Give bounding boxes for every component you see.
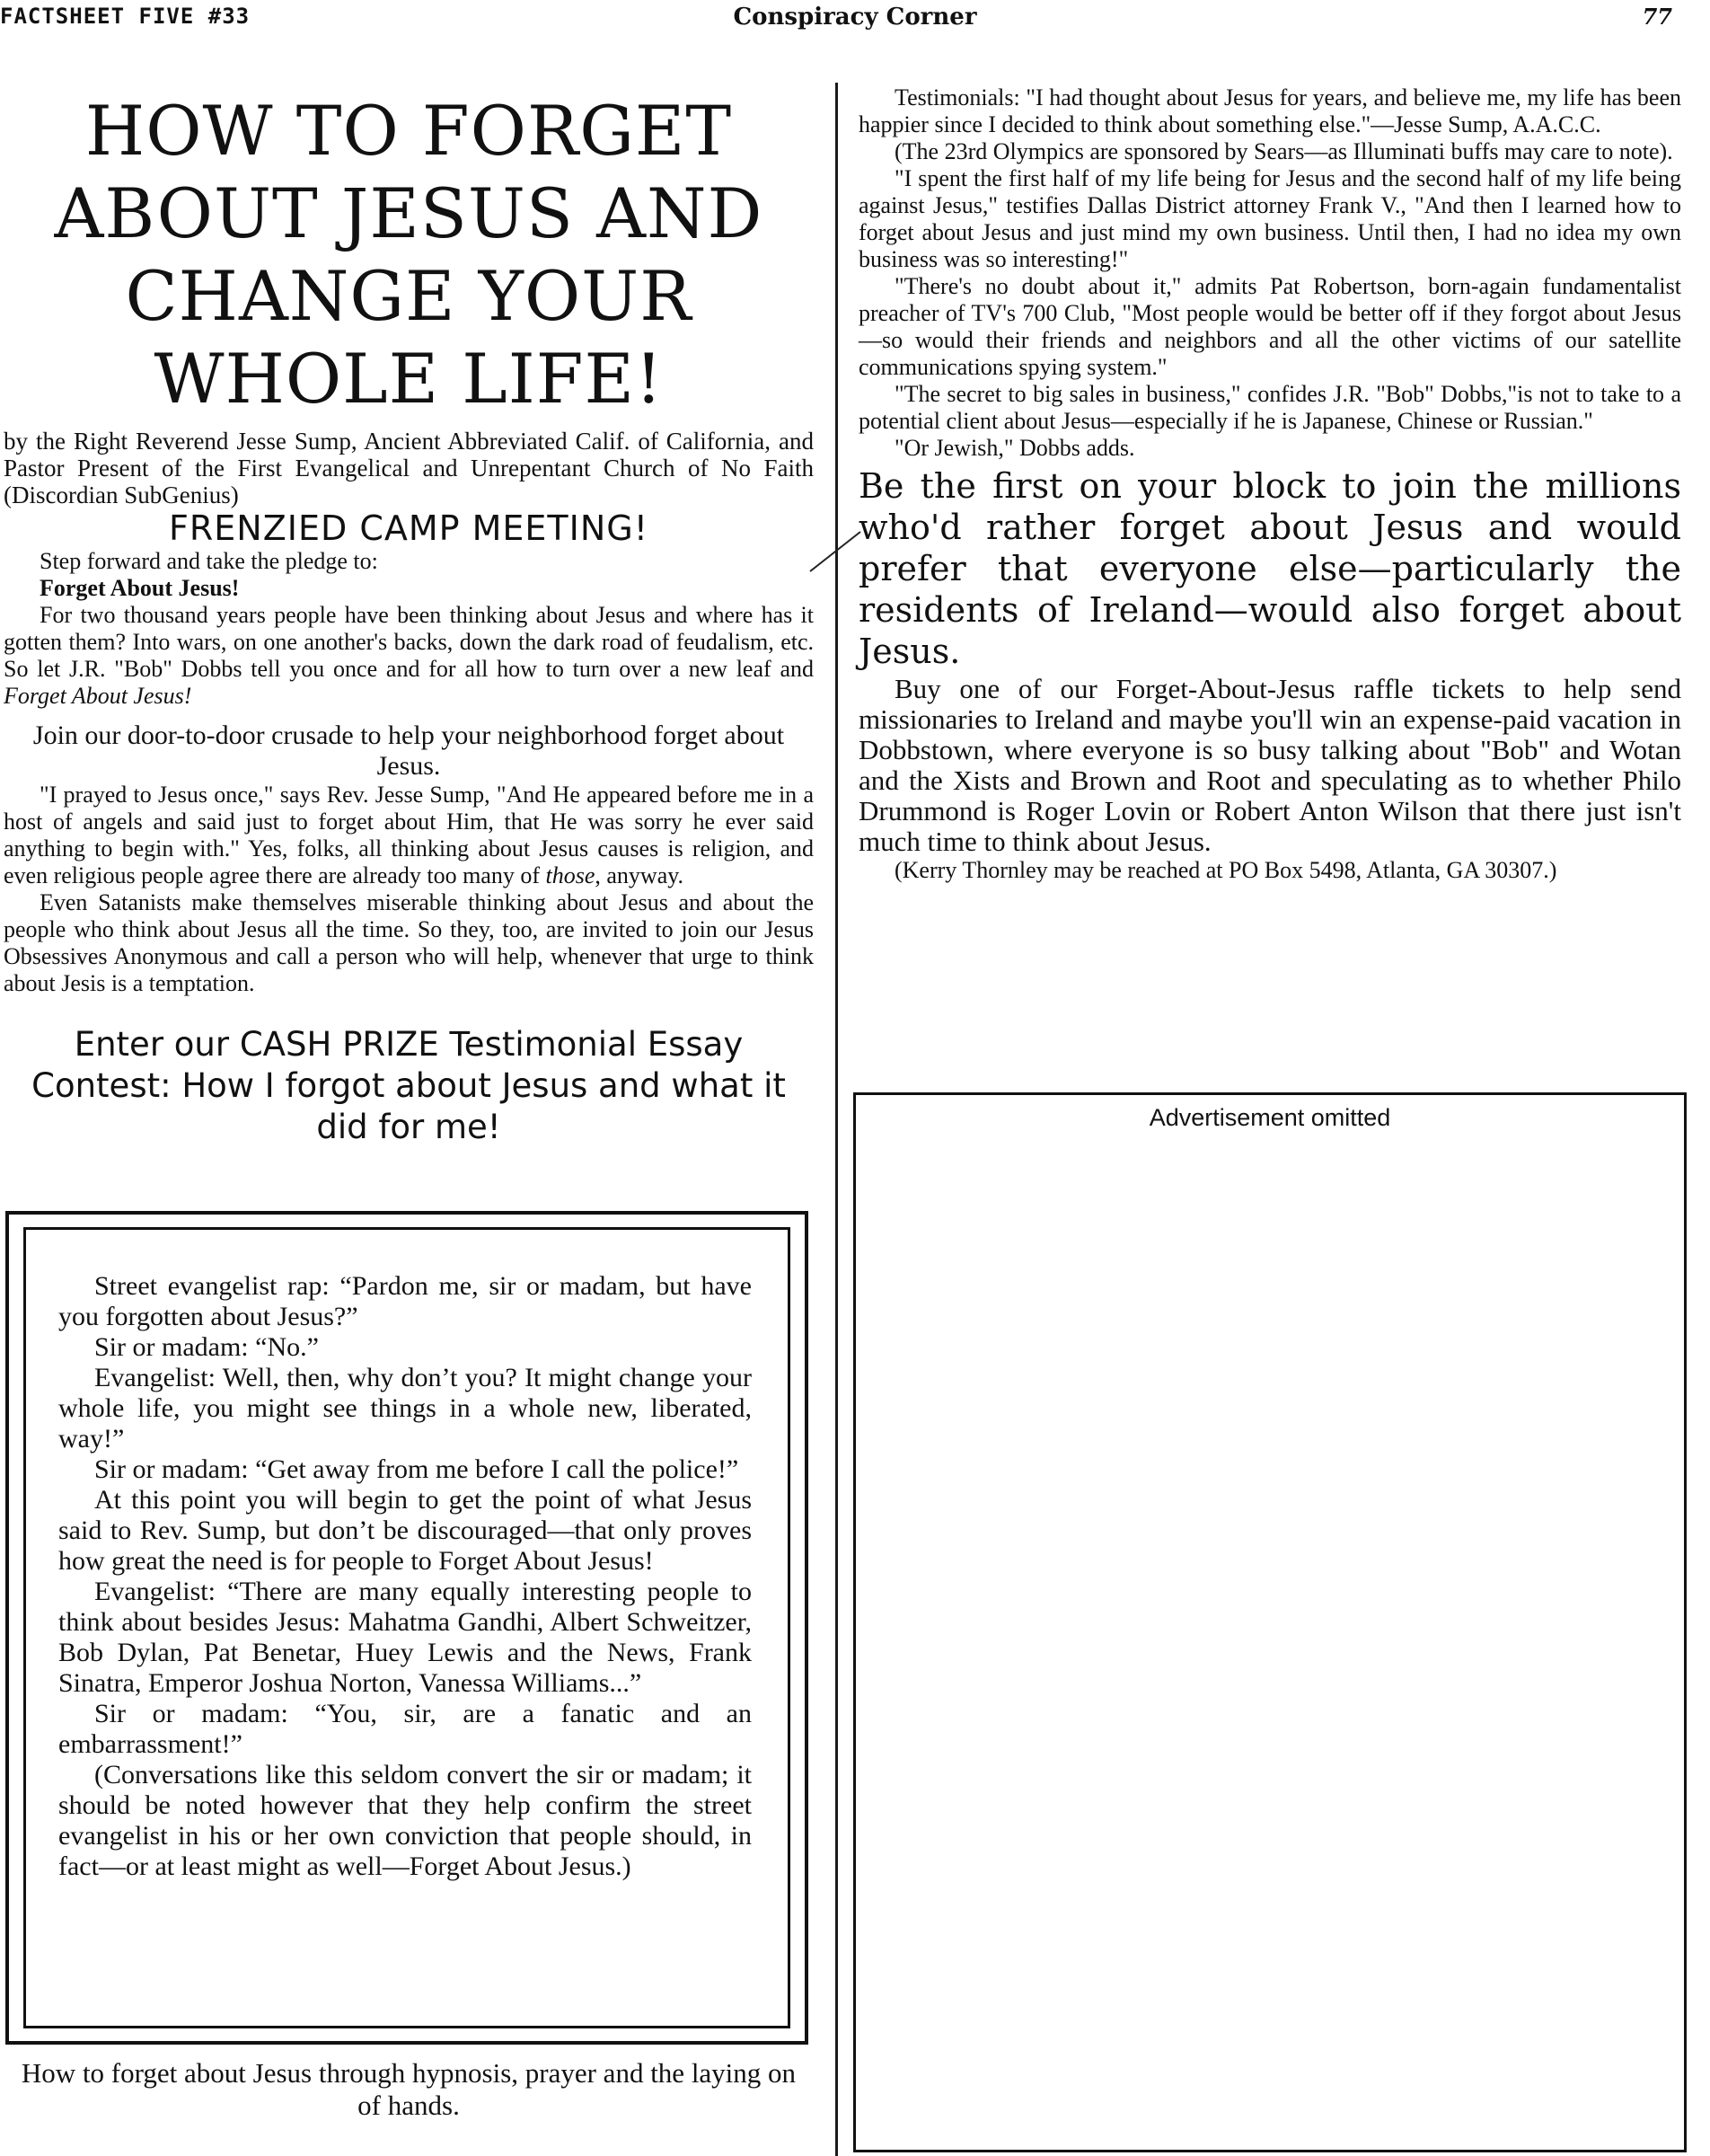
pledge: Forget About Jesus! xyxy=(40,575,240,601)
paragraph-text: , anyway. xyxy=(595,862,684,888)
box-paragraph: Evangelist: “There are many equally interesting people to think about besides Jesus: Mahatma Gandhi, Albert Schweitzer, Bob Dylan, Pat Benetar, Huey Lewis and the News, Frank Sinatra, Emperor Joshua Norton, Vanessa Williams...” xyxy=(58,1577,752,1698)
headline-line: HOW TO FORGET xyxy=(84,91,733,171)
testimonial-paragraph: "The secret to big sales in business," confides J.R. "Bob" Dobbs,"is not to take to a potential client about Jesus—especially if he is Japanese, Chinese or Russian." xyxy=(859,381,1681,434)
header-section-title: Conspiracy Corner xyxy=(733,4,977,31)
pledge-intro: Step forward and take the pledge to: xyxy=(40,548,378,574)
headline-line: CHANGE YOUR xyxy=(125,256,692,336)
testimonial-paragraph: "I spent the first half of my life being for Jesus and the second half of my life being against Jesus," testifies Dallas District attorney Frank V., "And then I learned how to forget about Jesus and just mind my own business. Until then, I had no idea my own business was so interesting!" xyxy=(859,165,1681,272)
box-paragraph: Sir or madam: “Get away from me before I call the police!” xyxy=(94,1454,739,1484)
callout-large: Be the first on your block to join the millions who'd rather forget about Jesus and would prefer that everyone else—particularly the residents of Ireland—would also forget about Jesus. xyxy=(859,466,1681,671)
box-paragraph: Street evangelist rap: “Pardon me, sir or madam, but have you forgotten about Jesus?” xyxy=(58,1271,752,1331)
paragraph-text: "I prayed to Jesus once," says Rev. Jesse Sump, "And He appeared before me in a host of angels and said just to forget about Him, that He was sorry he ever said anything to begin with." Yes, folks, all thinking about Jesus causes is religion, and even religious people agree there are already too many of xyxy=(4,782,814,888)
scan-mark xyxy=(808,528,862,573)
headline-line: ABOUT JESUS AND xyxy=(54,173,763,253)
article-paragraph: Even Satanists make themselves miserable thinking about Jesus and about the people who think about Jesus all the time. So they, too, are invited to join our Jesus Obsessives Anonymous and call a person who will help, whenever that urge to think about Jesis is a temptation. xyxy=(4,889,814,996)
column-divider xyxy=(835,83,838,2156)
boxed-story-inner xyxy=(23,1227,790,2028)
testimonial-paragraph: (The 23rd Olympics are sponsored by Sears—as Illuminati buffs may care to note). xyxy=(895,138,1673,164)
advertisement-label: Advertisement omitted xyxy=(1149,1104,1391,1131)
right-column xyxy=(859,84,1681,884)
crusade-callout: Join our door-to-door crusade to help your neighborhood forget about Jesus. xyxy=(32,720,785,781)
raffle-paragraph: Buy one of our Forget-About-Jesus raffle tickets to help send missionaries to Ireland and maybe you'll win an expense-paid vacation in Dobbstown, where everyone is so busy talking about "Bob" and Wotan and the Xists and Brown and Root and speculating as to whether Philo Drummond is Roger Lovin or Robert Anton Wilson that there just isn't much time to think about Jesus. xyxy=(859,673,1681,857)
advertisement-box xyxy=(853,1092,1687,2152)
emphasis-text: those xyxy=(545,862,595,888)
box-paragraph: Evangelist: Well, then, why don’t you? It might change your whole life, you might see things in a whole new, liberated, way!” xyxy=(58,1363,752,1454)
box-paragraph: Sir or madam: “No.” xyxy=(94,1332,319,1362)
contact-note: (Kerry Thornley may be reached at PO Box 5498, Atlanta, GA 30307.) xyxy=(895,857,1557,883)
article-paragraph xyxy=(4,782,814,889)
testimonial-paragraph: Testimonials: "I had thought about Jesus for years, and believe me, my life has been happier since I decided to think about something else."—Jesse Sump, A.A.C.C. xyxy=(859,84,1681,137)
headline-line: WHOLE LIFE! xyxy=(154,339,664,419)
boxed-story xyxy=(5,1211,808,2045)
box-paragraph: (Conversations like this seldom convert the sir or madam; it should be noted however that they help confirm the street evangelist in his or her own conviction that people should, in fact—or at least might as well—Forget About Jesus.) xyxy=(58,1760,752,1881)
box-paragraph: At this point you will begin to get the point of what Jesus said to Rev. Sump, but don’t be discouraged—that only proves how great the need is for people to Forget About Jesus! xyxy=(58,1485,752,1576)
box-caption: How to forget about Jesus through hypnosis, prayer and the laying on of hands. xyxy=(21,2057,797,2121)
article-paragraph xyxy=(4,602,814,710)
subheading: FRENZIED CAMP MEETING! xyxy=(169,508,648,548)
header-publication: FACTSHEET FIVE #33 xyxy=(0,4,251,29)
testimonial-paragraph: "Or Jewish," Dobbs adds. xyxy=(895,435,1135,461)
byline: by the Right Reverend Jesse Sump, Ancient Abbreviated Calif. of California, and Pastor Present of the First Evangelical and Unrepentant Church of No Faith (Discordian SubGenius) xyxy=(4,428,814,508)
contest-heading: Enter our CASH PRIZE Testimonial Essay Contest: How I forgot about Jesus and what it did for me! xyxy=(31,1025,786,1146)
paragraph-text: For two thousand years people have been thinking about Jesus and where has it gotten them? Into wars, on one another's backs, down the dark road of feudalism, etc. So let J.R. "Bob" Dobbs tell you once and for all how to turn over a new leaf and xyxy=(4,602,814,682)
emphasis-text: Forget About Jesus! xyxy=(4,683,192,709)
page-number: 77 xyxy=(1642,4,1672,30)
testimonial-paragraph: "There's no doubt about it," admits Pat Robertson, born-again fundamentalist preacher of TV's 700 Club, "Most people would be better off if they forgot about Jesus—so would their friends and neighbors and all the other victims of our satellite communications spying system." xyxy=(859,273,1681,380)
article-headline xyxy=(4,90,814,420)
left-column xyxy=(4,90,814,1148)
box-paragraph: Sir or madam: “You, sir, are a fanatic and an embarrassment!” xyxy=(58,1699,752,1759)
